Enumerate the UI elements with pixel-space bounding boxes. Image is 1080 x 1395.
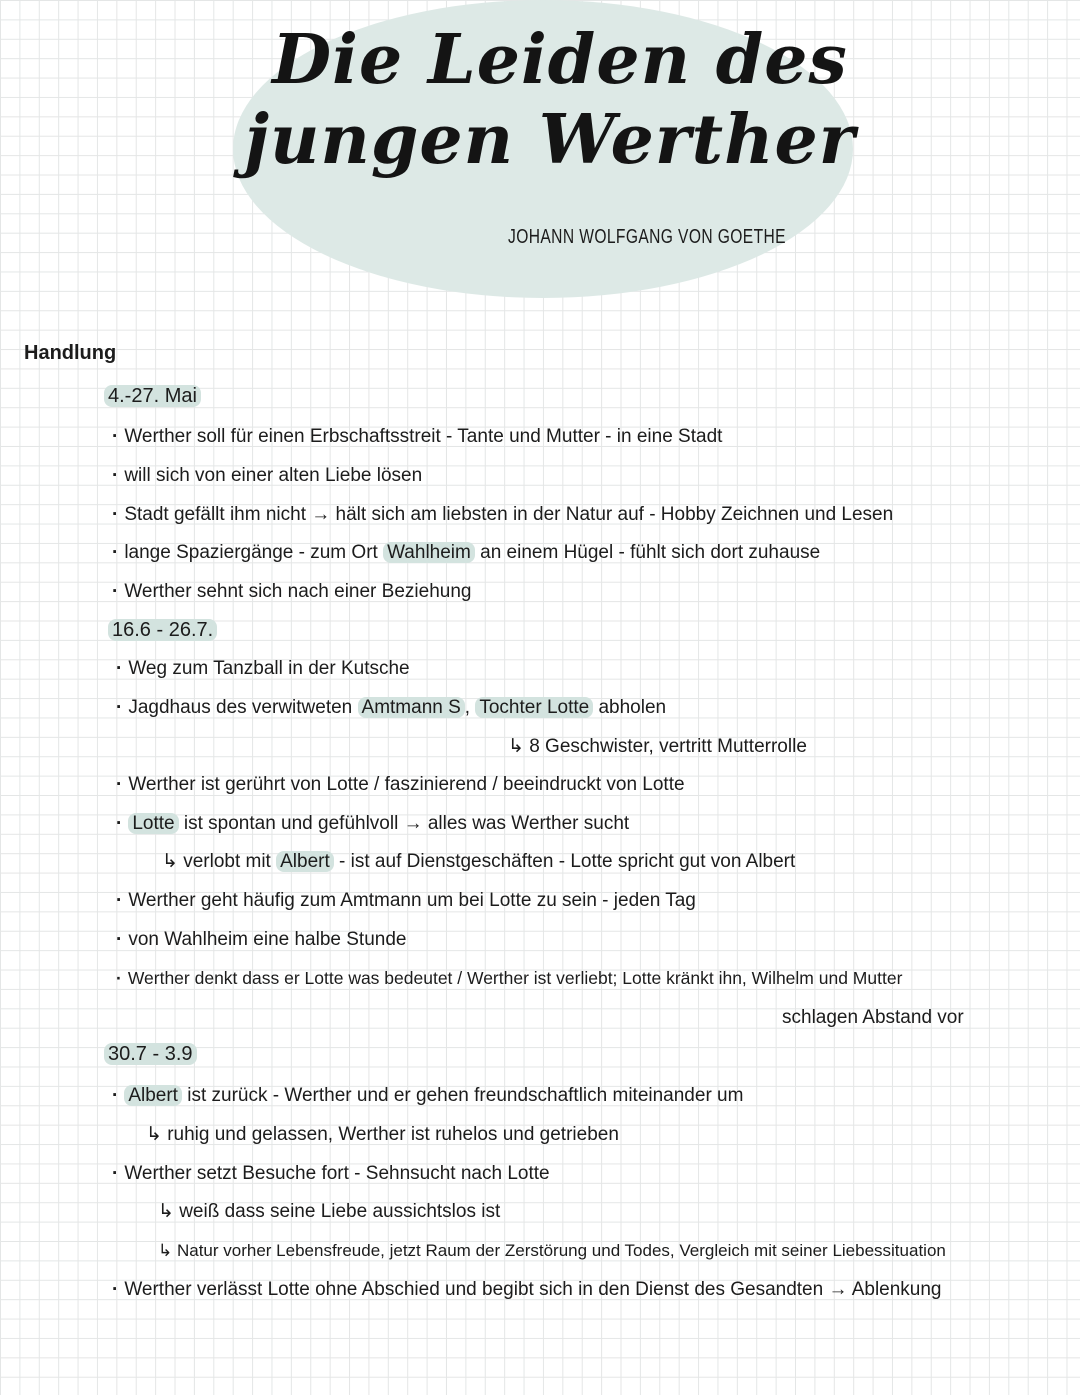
list-item: · Werther sehnt sich nach einer Beziehung bbox=[112, 581, 472, 602]
list-item: · Jagdhaus des verwitweten Amtmann S , Tochter Lotte abholen bbox=[116, 697, 667, 718]
date-heading-3: 30.7 - 3.9 bbox=[104, 1043, 197, 1066]
list-item: · Werther verlässt Lotte ohne Abschied und begibt sich in den Dienst des Gesandten → Ablenkung bbox=[112, 1279, 942, 1300]
title-line-2: jungen Werther bbox=[244, 100, 856, 180]
list-item: · Werther geht häufig zum Amtmann um bei Lotte zu sein - jeden Tag bbox=[116, 890, 696, 911]
list-item-sub: ↳ verlobt mit Albert - ist auf Dienstgeschäften - Lotte spricht gut von Albert bbox=[162, 851, 796, 872]
list-item: · Stadt gefällt ihm nicht → hält sich am liebsten in der Natur auf - Hobby Zeichnen und Lesen bbox=[112, 504, 894, 525]
list-item-sub: ↳ ruhig und gelassen, Werther ist ruhelos und getrieben bbox=[146, 1124, 619, 1145]
list-item: · Werther soll für einen Erbschaftsstreit - Tante und Mutter - in eine Stadt bbox=[112, 426, 723, 447]
list-item: · Werther ist gerührt von Lotte / faszinierend / beeindruckt von Lotte bbox=[116, 774, 685, 795]
date-heading-2: 16.6 - 26.7. bbox=[108, 619, 217, 642]
list-item-sub: ↳ 8 Geschwister, vertritt Mutterrolle bbox=[508, 736, 807, 757]
list-item: · Werther setzt Besuche fort - Sehnsucht nach Lotte bbox=[112, 1163, 550, 1184]
list-item: · Lotte ist spontan und gefühlvoll → alles was Werther sucht bbox=[116, 813, 630, 834]
list-item: · Werther denkt dass er Lotte was bedeutet / Werther ist verliebt; Lotte kränkt ihn, Wilhelm und Mutter bbox=[116, 968, 903, 988]
list-item-sub: ↳ weiß dass seine Liebe aussichtslos ist bbox=[158, 1201, 501, 1222]
list-item-continuation: schlagen Abstand vor bbox=[782, 1007, 964, 1028]
list-item-sub: ↳ Natur vorher Lebensfreude, jetzt Raum der Zerstörung und Todes, Vergleich mit seiner Liebessituation bbox=[158, 1241, 946, 1260]
list-item: · lange Spaziergänge - zum Ort Wahlheim an einem Hügel - fühlt sich dort zuhause bbox=[112, 542, 821, 563]
list-item: · Albert ist zurück - Werther und er gehen freundschaftlich miteinander um bbox=[112, 1085, 744, 1106]
list-item: · Weg zum Tanzball in der Kutsche bbox=[116, 658, 410, 679]
title-line-1: Die Leiden des bbox=[272, 20, 848, 100]
section-heading: Handlung bbox=[24, 342, 117, 364]
list-item: · will sich von einer alten Liebe lösen bbox=[112, 465, 423, 486]
list-item: · von Wahlheim eine halbe Stunde bbox=[116, 929, 407, 950]
date-heading-1: 4.-27. Mai bbox=[104, 385, 201, 408]
author: JOHANN WOLFGANG VON GOETHE bbox=[508, 226, 786, 248]
